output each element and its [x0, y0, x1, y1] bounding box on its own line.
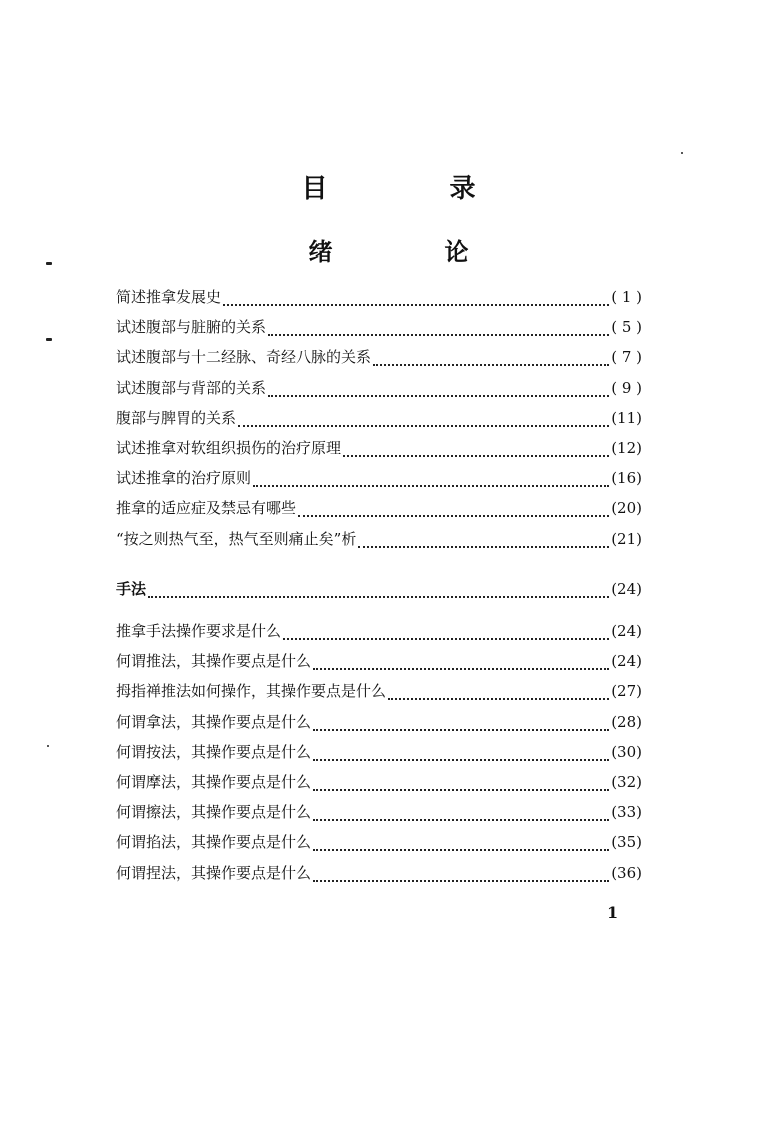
toc-entry-label: 试述腹部与脏腑的关系	[116, 318, 267, 337]
dot-leader	[283, 638, 609, 640]
dot-leader	[313, 729, 609, 731]
section-title-introduction: 绪 论	[308, 237, 513, 266]
toc-entry-page: (24)	[611, 652, 642, 671]
dot-leader	[253, 485, 609, 487]
toc-entry	[116, 497, 642, 527]
dot-leader	[268, 334, 609, 336]
dot-leader	[313, 849, 609, 851]
toc-entry	[116, 467, 642, 497]
toc-entry-label: 推拿手法操作要求是什么	[116, 622, 282, 640]
toc-entry-label: 腹部与脾胃的关系	[116, 408, 237, 427]
toc-entry-chapter	[116, 578, 642, 608]
toc-entry-page: ( 7 )	[611, 348, 642, 367]
dot-leader	[313, 668, 609, 670]
toc-introduction-list	[116, 286, 642, 558]
dot-leader	[388, 698, 609, 700]
toc-entry-page: (21)	[611, 529, 642, 548]
toc-entry-label: 试述推拿对软组织损伤的治疗原理	[116, 438, 342, 457]
toc-entry-page: (27)	[611, 682, 642, 701]
toc-entry-label: 何谓拿法，其操作要点是什么	[116, 712, 312, 731]
toc-entry	[116, 771, 642, 801]
toc-entry-label: 何谓按法，其操作要点是什么	[116, 742, 312, 761]
toc-entry-label: 何谓摩法，其操作要点是什么	[116, 772, 312, 791]
toc-entry-page: (28)	[611, 712, 642, 731]
toc-entry-label: 何谓掐法，其操作要点是什么	[116, 833, 312, 852]
toc-entry	[116, 741, 642, 771]
toc-entry-label: 何谓捏法，其操作要点是什么	[116, 863, 312, 882]
dot-leader	[313, 789, 609, 791]
toc-entry-page: (24)	[611, 622, 642, 640]
toc-entry-page: ( 9 )	[611, 378, 642, 397]
toc-entry-page: (30)	[611, 742, 642, 761]
toc-entry-page: (24)	[611, 580, 642, 598]
dot-leader	[148, 596, 609, 598]
toc-entry-page: (11)	[611, 408, 642, 427]
toc-entry	[116, 831, 642, 861]
toc-entry	[116, 801, 642, 831]
toc-entry-page: (16)	[611, 469, 642, 488]
scan-speck	[46, 338, 52, 341]
toc-entry	[116, 711, 642, 741]
toc-entry-page: (12)	[611, 438, 642, 457]
scan-speck	[47, 745, 49, 747]
toc-entry-page: (33)	[611, 803, 642, 822]
toc-entry-label: “按之则热气至，热气至则痛止矣”析	[116, 529, 357, 548]
toc-entry	[116, 680, 642, 710]
toc-entry-label: 何谓擦法，其操作要点是什么	[116, 803, 312, 822]
toc-entry-label: 拇指禅推法如何操作，其操作要点是什么	[116, 682, 387, 701]
toc-entry	[116, 528, 642, 558]
dot-leader	[238, 425, 609, 427]
toc-entry-label: 推拿的适应症及禁忌有哪些	[116, 499, 297, 518]
toc-entry	[116, 620, 642, 650]
page-title: 目 录	[301, 174, 524, 204]
dot-leader	[373, 364, 609, 366]
toc-entry-label: 试述腹部与背部的关系	[116, 378, 267, 397]
toc-entry	[116, 437, 642, 467]
toc-entry-page: (20)	[611, 499, 642, 518]
toc-entry-page: ( 1 )	[611, 288, 642, 306]
scan-speck	[46, 262, 52, 265]
scan-speck	[681, 152, 683, 154]
toc-chapter-methods	[116, 578, 642, 608]
toc-entry-label: 试述推拿的治疗原则	[116, 469, 252, 488]
dot-leader	[268, 395, 609, 397]
toc-entry	[116, 862, 642, 892]
toc-entry	[116, 346, 642, 376]
toc-methods-list	[116, 620, 642, 892]
dot-leader	[298, 515, 609, 517]
dot-leader	[313, 759, 609, 761]
toc-entry-page: (35)	[611, 833, 642, 852]
toc-entry	[116, 407, 642, 437]
toc-entry-page: ( 5 )	[611, 318, 642, 337]
toc-entry	[116, 377, 642, 407]
toc-entry	[116, 286, 642, 316]
toc-entry-label: 试述腹部与十二经脉、奇经八脉的关系	[116, 348, 372, 367]
dot-leader	[313, 819, 609, 821]
dot-leader	[343, 455, 609, 457]
toc-entry-label: 何谓推法，其操作要点是什么	[116, 652, 312, 671]
dot-leader	[358, 546, 609, 548]
toc-entry	[116, 650, 642, 680]
dot-leader	[313, 880, 609, 882]
page-number: 1	[607, 903, 619, 922]
toc-entry-page: (32)	[611, 772, 642, 791]
dot-leader	[223, 304, 609, 306]
toc-entry-label: 简述推拿发展史	[116, 288, 222, 306]
toc-entry-page: (36)	[611, 863, 642, 882]
toc-entry	[116, 316, 642, 346]
toc-entry-label: 手法	[116, 580, 147, 598]
